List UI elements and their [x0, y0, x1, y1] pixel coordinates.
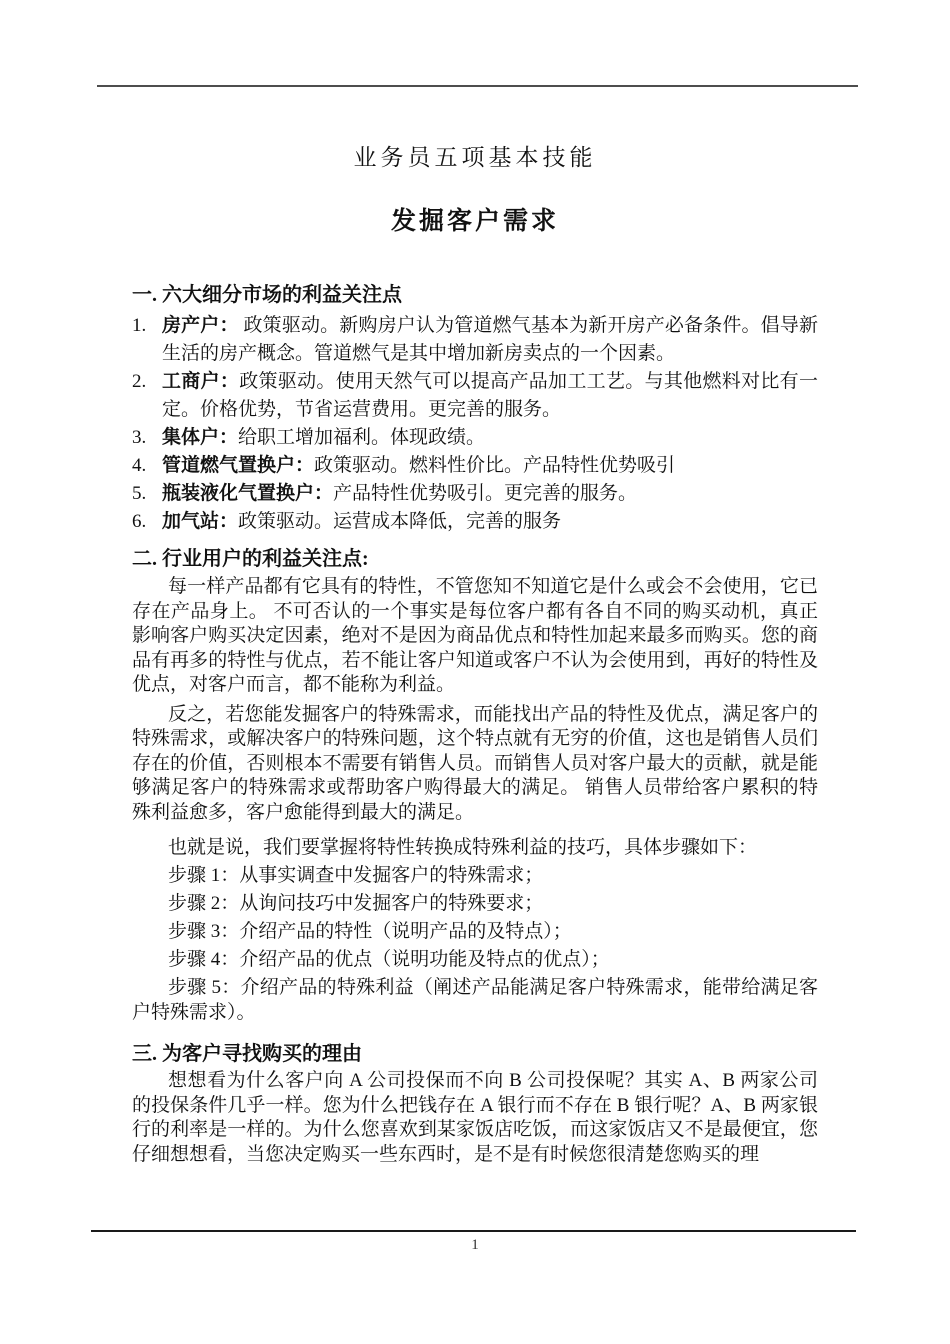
list-item — [132, 424, 818, 452]
list-item-text — [162, 368, 818, 424]
list-item-number: 1. — [132, 315, 147, 336]
list-item-description: 政策驱动。运营成本降低，完善的服务 — [238, 511, 562, 532]
list-item-label: 集体户： — [162, 427, 239, 448]
list-item-description: 给职工增加福利。体现政绩。 — [238, 427, 486, 448]
step-line: 步骤 5：介绍产品的特殊利益（阐述产品能满足客户特殊需求，能带给满足客户特殊需求）。 — [132, 977, 818, 1023]
list-item-number: 2. — [132, 371, 147, 392]
list-item — [132, 508, 818, 536]
list-item-text — [162, 508, 818, 536]
section2-paragraph-2: 反之，若您能发掘客户的特殊需求，而能找出产品的特性及优点，满足客户的特殊需求，或解决客户的特殊问题，这个特点就有无穷的价值，这也是销售人员们存在的价值，否则根本不需要有销售人员。而销售人员对客户最大的贡献，就是能够满足客户的特殊需求或帮助客户购得最大的满足。 销售人员带给客户累积的特殊利益愈多，客户愈能得到最大的满足。 — [132, 703, 818, 823]
list-item-number: 6. — [132, 511, 147, 532]
step-line: 步骤 4：介绍产品的优点（说明功能及特点的优点）； — [168, 949, 610, 970]
list-item-number: 3. — [132, 427, 147, 448]
section1-heading: 一. 六大细分市场的利益关注点 — [132, 284, 402, 306]
list-item-number: 4. — [132, 455, 147, 476]
document-body — [132, 0, 818, 1167]
list-item-label: 工商户： — [162, 371, 240, 392]
list-item-label: 瓶装液化气置换户： — [162, 483, 334, 504]
list-item — [132, 368, 818, 424]
list-item-description: 政策驱动。燃料性价比。产品特性优势吸引 — [314, 455, 676, 476]
list-item-text — [162, 424, 818, 452]
section3-heading: 三. 为客户寻找购买的理由 — [132, 1043, 362, 1065]
list-item — [132, 452, 818, 480]
list-item — [132, 312, 818, 368]
steps-list — [132, 864, 818, 1025]
page-number: 1 — [471, 1237, 479, 1253]
list-item-label: 加气站： — [162, 511, 239, 532]
section2-paragraph-1: 每一样产品都有它具有的特性，不管您知不知道它是什么或会不会使用，它已存在产品身上。 不可否认的一个事实是每位客户都有各自不同的购买动机，真正影响客户购买决定因素，绝对不是因为商品优点和特性加起来最多而购买。您的商品有再多的特性与优点，若不能让客户知道或客户不认为会使用到，再好的特性及优点，对客户而言，都不能称为利益。 — [132, 576, 818, 695]
step-line: 步骤 1：从事实调查中发掘客户的特殊需求； — [168, 865, 544, 886]
list-item-description: 政策驱动。新购房户认为管道燃气基本为新开房产必备条件。倡导新生活的房产概念。管道燃气是其中增加新房卖点的一个因素。 — [162, 315, 818, 364]
list-item-description: 产品特性优势吸引。更完善的服务。 — [333, 483, 638, 504]
step-line: 步骤 3：介绍产品的特性（说明产品的及特点）； — [168, 921, 572, 942]
market-segments-list — [132, 312, 818, 536]
footer-divider — [91, 1230, 856, 1232]
document-subtitle: 发掘客户需求 — [390, 208, 559, 235]
section3-paragraph-1: 想想看为什么客户向 A 公司投保而不向 B 公司投保呢？其实 A、B 两家公司的投保条件几乎一样。您为什么把钱存在 A 银行而不存在 B 银行呢？A、B 两家银行的利率是一样的。为什么您喜欢到某家饭店吃饭，而这家饭店又不是最便宜，您仔细想想看，当您决定购买一些东西时，是不是有时候您很清楚您购买的理 — [132, 1070, 818, 1165]
list-item-text — [162, 452, 818, 480]
list-item-label: 房产户： — [162, 315, 239, 336]
section2-steps-intro: 也就是说，我们要掌握将特性转换成特殊利益的技巧，具体步骤如下： — [168, 837, 758, 858]
list-item-text — [162, 480, 818, 508]
list-item — [132, 480, 818, 508]
list-item-description: 政策驱动。使用天然气可以提高产品加工工艺。与其他燃料对比有一定。价格优势，节省运营费用。更完善的服务。 — [162, 371, 818, 420]
list-item-label: 管道燃气置换户： — [162, 455, 315, 476]
step-line: 步骤 2：从询问技巧中发掘客户的特殊要求； — [168, 893, 544, 914]
list-item-text — [162, 312, 818, 368]
list-item-number: 5. — [132, 483, 147, 504]
document-title: 业务员五项基本技能 — [353, 145, 597, 170]
section2-heading: 二. 行业用户的利益关注点: — [132, 548, 369, 570]
